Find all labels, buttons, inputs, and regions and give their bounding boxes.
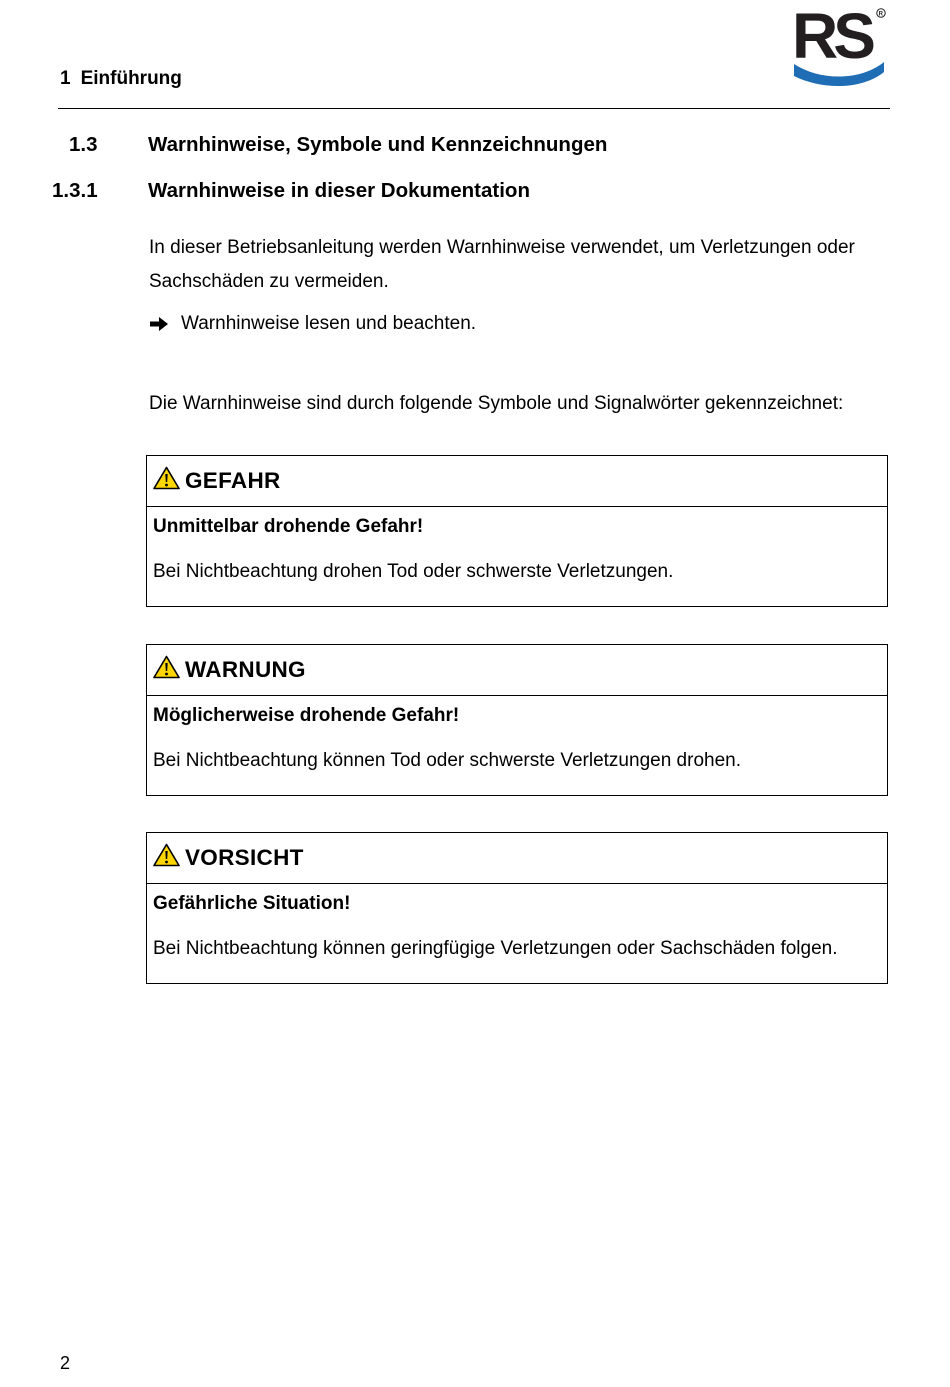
warning-box-header xyxy=(147,456,887,507)
warning-box-warnung xyxy=(146,644,888,796)
consequence-text: Bei Nichtbeachtung drohen Tod oder schwerste Verletzungen. xyxy=(153,561,674,582)
svg-text:R: R xyxy=(878,11,883,18)
consequence-text: Bei Nichtbeachtung können geringfügige Verletzungen oder Sachschäden folgen. xyxy=(153,938,838,959)
warning-triangle-icon xyxy=(153,466,180,490)
hazard-text: Unmittelbar drohende Gefahr! xyxy=(153,516,424,537)
signal-word: GEFAHR xyxy=(185,468,281,493)
subsection-title: Warnhinweise in dieser Dokumentation xyxy=(148,179,530,202)
rs-logo-text: RS xyxy=(792,6,871,72)
warning-box-gefahr xyxy=(146,455,888,607)
instruction-text: Warnhinweise lesen und beachten. xyxy=(181,313,477,334)
header-divider xyxy=(58,108,890,109)
chapter-title: Einführung xyxy=(80,68,182,89)
hazard-text: Gefährliche Situation! xyxy=(153,893,351,914)
warning-triangle-icon xyxy=(153,843,180,867)
symbols-intro-paragraph: Die Warnhinweise sind durch folgende Symbole und Signalwörter gekennzeichnet: xyxy=(149,393,844,414)
subsection-number: 1.3.1 xyxy=(52,179,98,202)
chapter-number: 1 xyxy=(60,68,71,89)
warning-box-header xyxy=(147,645,887,696)
signal-word: VORSICHT xyxy=(185,845,304,870)
warning-box-header xyxy=(147,833,887,884)
warning-box-vorsicht xyxy=(146,832,888,984)
rs-logo xyxy=(792,6,888,88)
instruction-step xyxy=(149,313,476,335)
warning-triangle-icon xyxy=(153,655,180,679)
chapter-header xyxy=(60,68,182,90)
consequence-text: Bei Nichtbeachtung können Tod oder schwerste Verletzungen drohen. xyxy=(153,750,741,771)
section-title: Warnhinweise, Symbole und Kennzeichnungen xyxy=(148,133,608,156)
intro-paragraph: In dieser Betriebsanleitung werden Warnhinweise verwendet, um Verletzungen oder Sachschäden zu vermeiden. xyxy=(149,237,855,292)
section-number: 1.3 xyxy=(69,133,98,156)
arrow-right-icon xyxy=(149,316,169,332)
hazard-text: Möglicherweise drohende Gefahr! xyxy=(153,705,460,726)
page-number: 2 xyxy=(60,1353,71,1373)
signal-word: WARNUNG xyxy=(185,657,306,682)
